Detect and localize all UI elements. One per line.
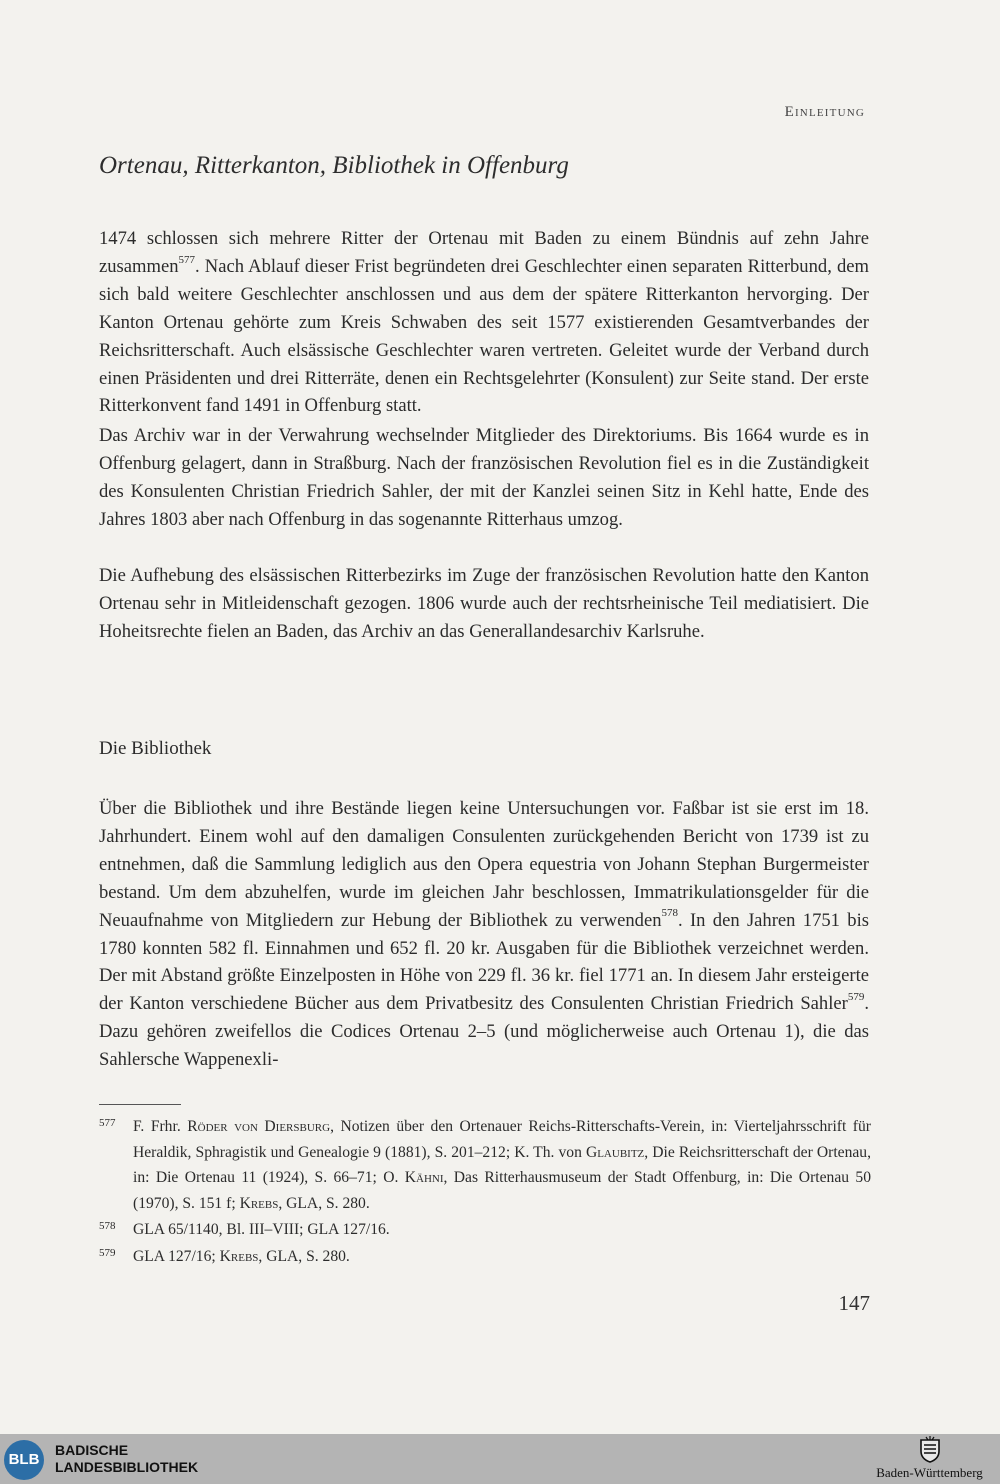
state-label: Baden-Württemberg <box>876 1465 983 1480</box>
paragraph-1: 1474 schlossen sich mehrere Ritter der Ortenau mit Baden zu einem Bündnis auf zehn Jahre zusammen$^{577}$. Nach Ablauf dieser Frist begründeten drei Geschlechter einen separaten Ritterbund, dem sich bald weitere Geschlechter anschlossen und aus dem der spätere Ritterkanton hervorging. Der Kanton Ortenau gehörte zum Kreis Schwaben des seit 1577 existierenden Gesamtverbandes der Reichsritterschaft. Auch elsässische Geschlechter waren vertreten. Geleitet wurde der Verband durch einen Präsidenten und drei Ritterräte, denen ein Rechtsgelehrter (Konsulent) zur Seite stand. Der erste Ritterkonvent fand 1491 in Offenburg statt. <box>99 228 869 417</box>
author-name: Kähni <box>404 1169 444 1186</box>
section-title: Ortenau, Ritterkanton, Bibliothek in Offenburg <box>99 152 569 179</box>
author-name: Glaubitz <box>585 1143 645 1161</box>
footnote-579 <box>99 1244 871 1270</box>
page-number: 147 <box>838 1291 870 1315</box>
paragraph-4: Über die Bibliothek und ihre Bestände liegen keine Untersuchungen vor. Faßbar ist sie erst im 18. Jahrhundert. Einem wohl auf den damaligen Consulenten zurückgehenden Bericht von 1739 ist zu entnehmen, daß die Sammlung lediglich aus den Opera equestria von Johann Stephan Burgermeister bestand. Um dem abzuhelfen, wurde im gleichen Jahr beschlossen, Immatrikulationsgelder für die Neuaufnahme von Mitgliedern zur Hebung der Bibliothek zu verwenden$^{578}$. In den Jahren 1751 bis 1780 konnten 582 fl. Einnahmen und 652 fl. 20 kr. Ausgaben für die Bibliothek verzeichnet werden. Der mit Abstand größte Einzelposten in Höhe von 229 fl. 36 kr. fiel 1771 an. In diesem Jahr ersteigerte der Kanton verschiedene Bücher aus dem Privatbesitz des Consulenten Christian Friedrich Sahler$^{579}$. Dazu gehören zweifellos die Codices Ortenau 2–5 (und möglicherweise auch Ortenau 1), die das Sahlersche Wappenexli- <box>99 798 869 1071</box>
author-name: Krebs <box>239 1194 279 1212</box>
viewer-footer <box>0 1434 1000 1484</box>
footnote-ref-578[interactable]: 578 <box>661 907 678 920</box>
paragraph-3: Die Aufhebung des elsässischen Ritterbezirks im Zuge der französischen Revolution hatte den Kanton Ortenau sehr in Mitleidenschaft gezogen. 1806 wurde auch der rechtsrheinische Teil mediatisiert. Die Hoheitsrechte fielen an Baden, das Archiv an das Generallandesarchiv Karlsruhe. <box>99 565 869 642</box>
blb-logo-icon[interactable]: BLB <box>4 1440 44 1480</box>
footnote-text: GLA 127/16; Krebs, GLA, S. 280. <box>133 1247 350 1265</box>
paragraph-2: Das Archiv war in der Verwahrung wechselnder Mitglieder des Direktoriums. Bis 1664 wurde es in Offenburg gelagert, dann in Straßburg. Nach der französischen Revolution fiel es in die Zuständigkeit des Konsulenten Christian Friedrich Sahler, der mit der Kanzlei seinen Sitz in Kehl hatte, Ende des Jahres 1803 aber nach Offenburg in das sogenannte Ritterhaus umzog. <box>99 425 869 530</box>
footnote-577 <box>99 1114 871 1216</box>
footnote-divider <box>99 1104 181 1105</box>
footnote-number: 577 <box>99 1117 116 1129</box>
state-mark[interactable] <box>867 1436 992 1481</box>
footnote-578 <box>99 1217 871 1243</box>
library-name[interactable]: BADISCHE LANDESBIBLIOTHEK <box>55 1442 199 1475</box>
footnote-ref-579[interactable]: 579 <box>847 991 865 1004</box>
footnote-ref-577[interactable]: 577 <box>178 253 196 266</box>
running-head: Einleitung <box>784 104 865 120</box>
footnote-number: 579 <box>99 1246 116 1259</box>
author-name: Röder von Diersburg <box>187 1118 331 1135</box>
footnote-text: GLA 65/1140, Bl. III–VIII; GLA 127/16. <box>133 1221 390 1238</box>
subheading-bibliothek: Die Bibliothek <box>99 738 212 759</box>
footnote-text: F. Frhr. Röder von Diersburg, Notizen über den Ortenauer Reichs-Ritterschafts-Verein, in: Vierteljahrsschrift für Heraldik, Sphragistik und Genealogie 9 (1881), S. 201–212; K. Th. von Glaubitz, Die Reichsritterschaft der Ortenau, in: Die Ortenau 11 (1924), S. 66–71; O. Kähni, Das Ritterhausmuseum der Stadt Offenburg, in: Die Ortenau 50 (1970), S. 151 f; Krebs, GLA, S. 280. <box>133 1118 872 1212</box>
coat-of-arms-icon <box>918 1436 942 1464</box>
author-name: Krebs <box>219 1247 259 1265</box>
footnotes <box>99 1114 871 1270</box>
footnote-number: 578 <box>99 1220 116 1232</box>
